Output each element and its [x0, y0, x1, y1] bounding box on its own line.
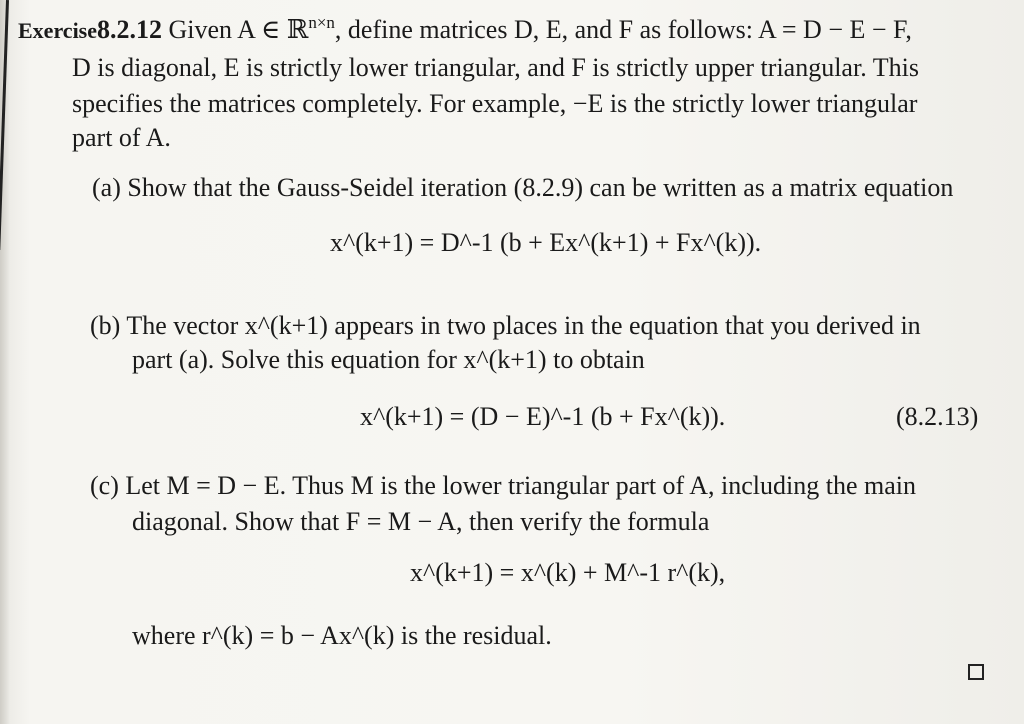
equation-number: (8.2.13)	[896, 402, 979, 431]
part-c-text-2: diagonal. Show that F = M − A, then verify the formula	[132, 507, 710, 536]
part-b-text-1: (b) The vector x^(k+1) appears in two places in the equation that you derived in	[90, 311, 921, 340]
exercise-label: Exercise	[18, 18, 98, 43]
part-a-equation: x^(k+1) = D^-1 (b + Ex^(k+1) + Fx^(k)).	[330, 228, 762, 257]
part-c-text-1: (c) Let M = D − E. Thus M is the lower triangular part of A, including the main	[90, 471, 917, 500]
part-b-equation: x^(k+1) = (D − E)^-1 (b + Fx^(k)).	[360, 402, 726, 431]
exercise-intro-line	[18, 14, 912, 47]
part-c-text-3: where r^(k) = b − Ax^(k) is the residual.	[132, 621, 552, 650]
exercise-number: 8.2.12	[97, 15, 163, 44]
exercise-intro-sup: n×n	[308, 13, 335, 32]
qed-box-icon	[968, 664, 984, 680]
exercise-intro-2: , define matrices D, E, and F as follows: A = D − E − F,	[334, 15, 912, 44]
part-b-text-2: part (a). Solve this equation for x^(k+1) to obtain	[132, 345, 645, 374]
exercise-line-2: D is diagonal, E is strictly lower triangular, and F is strictly upper triangular. This	[72, 53, 919, 82]
exercise-line-3: specifies the matrices completely. For example, −E is the strictly lower triangular	[72, 89, 918, 118]
part-c-equation: x^(k+1) = x^(k) + M^-1 r^(k),	[410, 558, 726, 587]
exercise-intro-1: Given A ∈ ℝ	[168, 15, 309, 44]
exercise-line-4: part of A.	[72, 123, 171, 152]
part-a-text: (a) Show that the Gauss-Seidel iteration (8.2.9) can be written as a matrix equation	[92, 173, 954, 202]
